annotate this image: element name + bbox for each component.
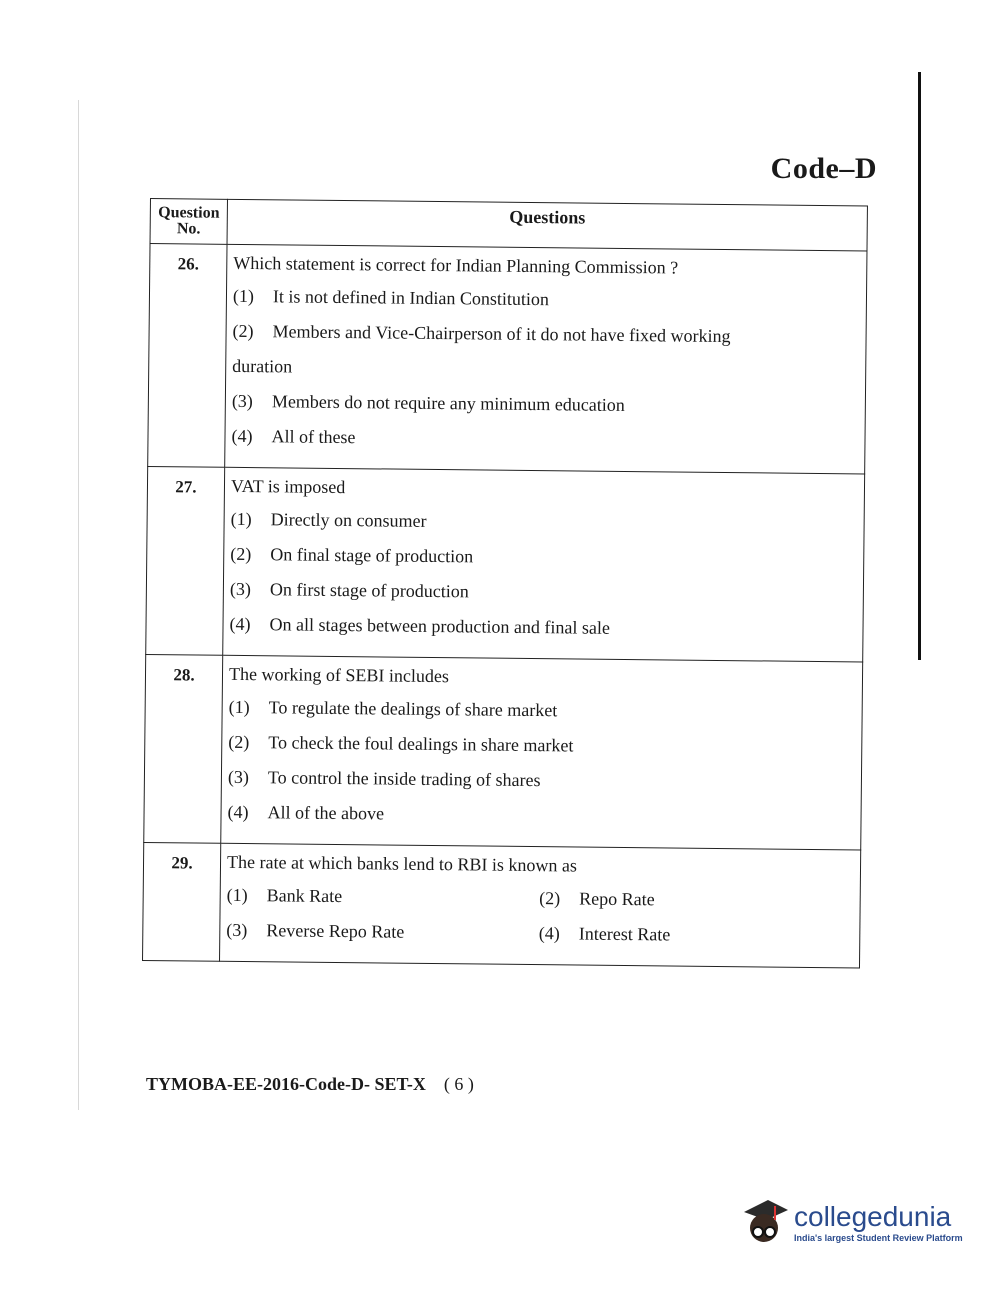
option-text: It is not defined in Indian Constitution	[272, 286, 550, 310]
option	[230, 544, 855, 572]
option-number: (1)	[230, 508, 252, 530]
option	[539, 923, 852, 947]
option	[228, 767, 853, 795]
question-number: 27.	[146, 466, 225, 655]
option-text: On all stages between production and final sale	[269, 614, 611, 638]
scan-edge-line	[918, 72, 921, 660]
code-title: Code–D	[770, 152, 877, 185]
option-number: (1)	[226, 884, 248, 906]
scan-margin-line	[78, 100, 79, 1110]
question-no-header: Question No.	[150, 199, 227, 245]
option-number: (2)	[228, 731, 250, 753]
option-row	[226, 920, 851, 962]
option	[539, 888, 852, 912]
option	[229, 697, 854, 725]
option	[226, 920, 539, 944]
option-text: Members do not require any minimum education	[271, 391, 625, 415]
option-text: Directly on consumer	[270, 509, 427, 531]
page-footer	[146, 1074, 474, 1095]
brand-name: collegedunia	[794, 1201, 952, 1232]
option-text: Reverse Repo Rate	[266, 920, 405, 942]
brand	[794, 1201, 963, 1243]
question-row	[146, 466, 865, 661]
question-number: 28.	[144, 654, 223, 843]
question-text: The rate at which banks lend to RBI is known as	[226, 851, 578, 876]
option	[228, 732, 853, 760]
option-number: (4)	[229, 613, 251, 635]
option	[231, 509, 856, 537]
option-text: Interest Rate	[578, 923, 671, 945]
option-number: (4)	[538, 923, 560, 944]
question-number: 26.	[148, 244, 227, 468]
option-number: (3)	[227, 766, 250, 788]
option-number: (2)	[230, 543, 252, 565]
option	[229, 614, 854, 642]
option	[232, 321, 857, 349]
option-text: On final stage of production	[270, 544, 474, 567]
question-table	[142, 198, 868, 968]
option-text: To check the foul dealings in share market	[268, 732, 574, 756]
option	[227, 885, 540, 909]
brand-tagline: India's largest Student Review Platform	[794, 1233, 963, 1243]
option-number: (2)	[232, 320, 254, 342]
option-number: (1)	[228, 696, 250, 718]
mascot-icon	[738, 1196, 790, 1248]
collegedunia-logo	[738, 1196, 963, 1248]
option	[227, 802, 852, 830]
page-number: ( 6 )	[443, 1074, 474, 1094]
option-text: On first stage of production	[269, 579, 469, 602]
option-number: (4)	[227, 801, 249, 823]
option-text: Bank Rate	[266, 885, 343, 907]
option-text: All of the above	[267, 802, 385, 824]
questions-header: Questions	[227, 199, 867, 251]
option-number: (3)	[231, 390, 253, 412]
option-text: To control the inside trading of shares	[267, 767, 541, 791]
question-cell	[225, 244, 867, 474]
question-cell	[220, 843, 861, 968]
option	[232, 391, 857, 419]
table-header-row	[150, 199, 867, 252]
question-cell	[221, 655, 863, 850]
option-number: (1)	[232, 285, 255, 307]
option-number: (2)	[539, 888, 561, 909]
question-row	[143, 842, 861, 968]
question-row	[148, 244, 867, 474]
option	[231, 426, 856, 454]
option-continuation: duration	[232, 355, 293, 377]
question-sheet	[142, 198, 868, 968]
question-cell	[223, 467, 865, 662]
option-text: To regulate the dealings of share market	[268, 697, 558, 721]
option-text: Members and Vice-Chairperson of it do not have fixed working	[272, 321, 731, 347]
question-text: The working of SEBI includes	[228, 663, 450, 687]
question-row	[144, 654, 863, 849]
option-text: Repo Rate	[579, 888, 655, 910]
option-number: (4)	[231, 425, 253, 447]
option	[233, 286, 858, 314]
question-text: VAT is imposed	[230, 475, 346, 498]
option-number: (3)	[229, 578, 252, 600]
option-text: All of these	[271, 426, 356, 448]
question-text: Which statement is correct for Indian Planning Commission ?	[233, 252, 679, 278]
option	[230, 579, 855, 607]
question-number: 29.	[143, 842, 221, 961]
footer-code: TYMOBA-EE-2016-Code-D- SET-X	[146, 1074, 426, 1094]
option-number: (3)	[226, 919, 248, 941]
